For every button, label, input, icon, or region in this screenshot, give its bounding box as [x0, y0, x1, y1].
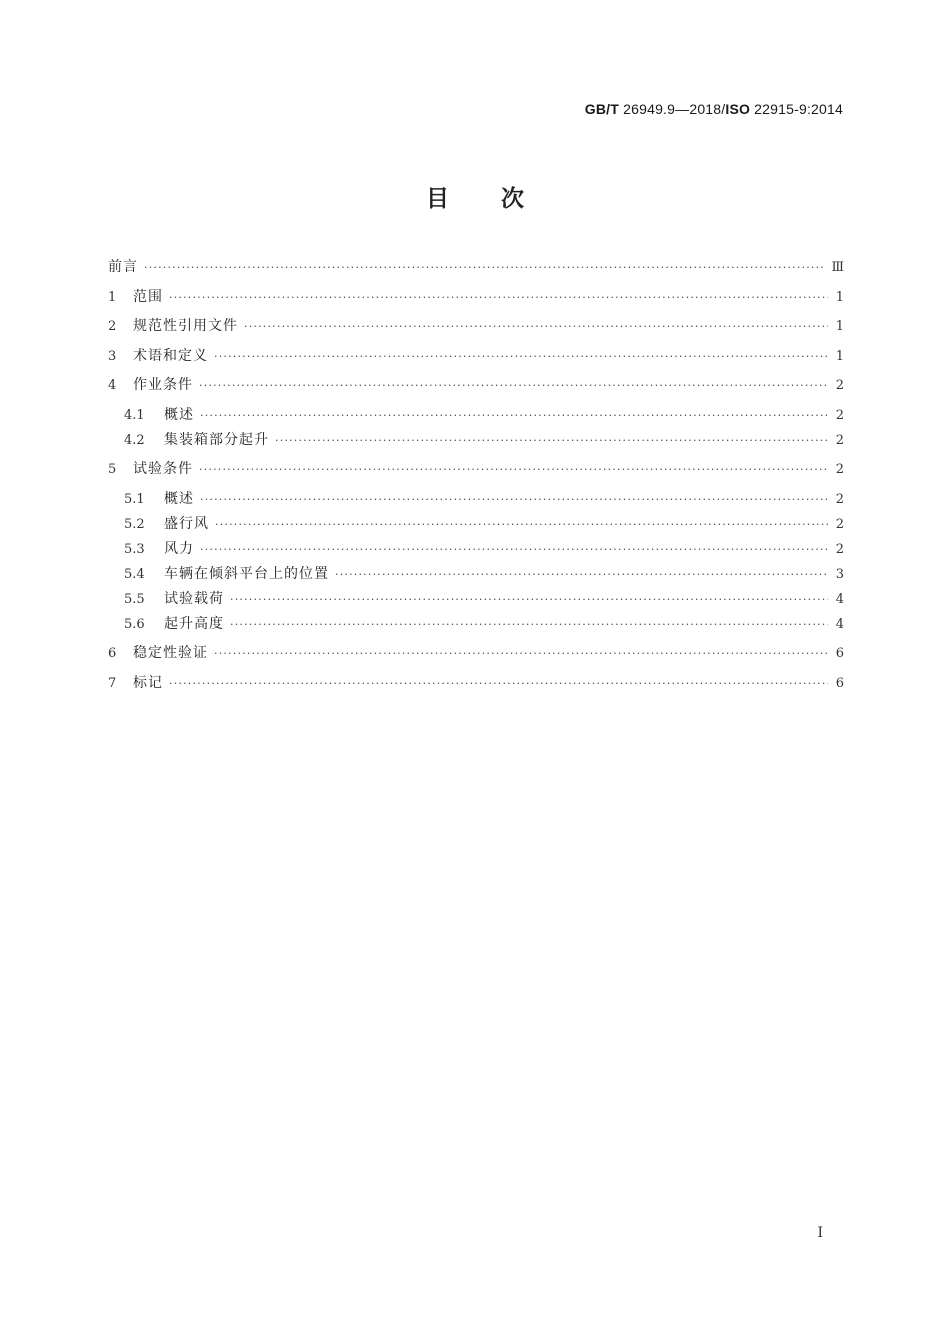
toc-leader-dots	[200, 541, 828, 559]
toc-entry-number: 5.4	[124, 566, 145, 582]
standard-code-iso: ISO	[725, 101, 751, 117]
toc-entry-page: 1	[835, 289, 844, 305]
toc-entry-page: Ⅲ	[831, 260, 844, 275]
toc-entry-number: 1	[108, 289, 117, 305]
toc-entry-page: 2	[835, 491, 844, 507]
toc-entry-page: 6	[835, 675, 844, 691]
toc-entry-number: 5.3	[124, 541, 145, 557]
toc-entry-title: 概述	[164, 406, 194, 423]
toc-entry-title: 范围	[133, 288, 163, 305]
toc-entry[interactable]	[108, 431, 844, 449]
toc-entry[interactable]	[108, 288, 844, 306]
toc-entry-title: 标记	[133, 674, 163, 691]
toc-entry-page: 3	[835, 566, 844, 582]
toc-entry-number: 4	[108, 378, 117, 393]
page-number: I	[817, 1225, 823, 1241]
toc-entry-title: 术语和定义	[133, 347, 208, 364]
toc-entry-title: 集装箱部分起升	[164, 431, 269, 448]
toc-entry-number: 5.2	[124, 516, 145, 532]
toc-leader-dots	[200, 491, 828, 509]
toc-leader-dots	[199, 461, 828, 479]
toc-entry[interactable]	[108, 317, 844, 335]
toc-leader-dots	[335, 566, 828, 584]
toc-entry-page: 1	[835, 348, 844, 364]
toc-leader-dots	[144, 259, 825, 277]
toc-entry-number: 4.1	[124, 407, 145, 423]
toc-entry-title: 风力	[164, 540, 194, 557]
toc-entry-number: 5.5	[124, 591, 145, 607]
toc-entry[interactable]	[108, 376, 844, 394]
standard-number-iso: 22915-9:2014	[750, 101, 843, 117]
page-title: 目次	[426, 186, 576, 212]
toc-entry-number: 4.2	[124, 432, 145, 448]
toc-entry-page: 1	[835, 319, 844, 334]
toc-entry[interactable]	[108, 540, 844, 558]
toc-entry-title: 起升高度	[164, 615, 224, 632]
toc-entry-page: 2	[835, 516, 844, 532]
toc-entry-number: 7	[108, 675, 117, 691]
toc-entry-number: 5.6	[124, 616, 145, 632]
toc-leader-dots	[215, 516, 828, 534]
toc-leader-dots	[275, 432, 828, 450]
toc-entry-title: 作业条件	[133, 377, 193, 393]
toc-entry-number: 2	[108, 319, 117, 334]
toc-entry-page: 2	[835, 462, 844, 477]
toc-entry[interactable]	[108, 674, 844, 692]
toc-entry[interactable]	[108, 644, 844, 662]
toc-entry-page: 2	[835, 378, 844, 393]
toc-entry-title: 概述	[164, 490, 194, 507]
toc-entry-page: 4	[835, 616, 844, 632]
toc-entry[interactable]	[108, 590, 844, 608]
toc-entry-page: 6	[835, 646, 844, 661]
toc-entry-title: 车辆在倾斜平台上的位置	[164, 565, 329, 582]
toc-leader-dots	[169, 289, 828, 307]
toc-entry[interactable]	[108, 406, 844, 424]
toc-entry-title: 试验载荷	[164, 590, 224, 607]
toc-leader-dots	[169, 675, 828, 693]
toc-entry-title: 稳定性验证	[133, 645, 208, 661]
table-of-contents	[108, 258, 844, 703]
toc-entry-page: 2	[835, 432, 844, 448]
toc-leader-dots	[200, 407, 828, 425]
toc-leader-dots	[244, 318, 828, 336]
toc-leader-dots	[230, 616, 828, 634]
toc-leader-dots	[214, 645, 828, 663]
toc-entry-page: 2	[835, 541, 844, 557]
toc-entry[interactable]	[108, 258, 844, 276]
toc-entry-number: 5	[108, 462, 117, 477]
toc-entry-number: 3	[108, 348, 117, 364]
toc-entry-page: 4	[835, 591, 844, 607]
toc-entry-title: 规范性引用文件	[133, 318, 238, 334]
toc-entry-title: 盛行风	[164, 515, 209, 532]
toc-entry[interactable]	[108, 615, 844, 633]
toc-leader-dots	[199, 377, 828, 395]
standard-number	[585, 101, 843, 117]
toc-entry-page: 2	[835, 407, 844, 423]
standard-code-gbt: GB/T	[584, 101, 620, 117]
standard-number-gb: 26949.9—2018/	[619, 101, 726, 117]
toc-entry-title: 前言	[108, 259, 138, 275]
toc-entry-number: 5.1	[124, 491, 145, 507]
toc-entry[interactable]	[108, 565, 844, 583]
toc-leader-dots	[230, 591, 828, 609]
toc-entry[interactable]	[108, 490, 844, 508]
toc-entry-number: 6	[108, 646, 117, 661]
toc-entry[interactable]	[108, 347, 844, 365]
toc-leader-dots	[214, 348, 828, 366]
toc-entry-title: 试验条件	[133, 461, 193, 477]
toc-entry[interactable]	[108, 515, 844, 533]
toc-entry[interactable]	[108, 460, 844, 478]
